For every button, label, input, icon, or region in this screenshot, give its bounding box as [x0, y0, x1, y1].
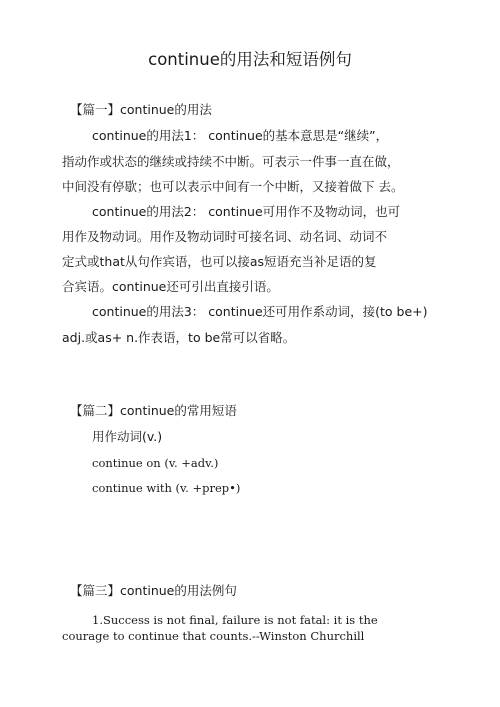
- section-3-heading: 【篇三】continue的用法例句: [70, 583, 237, 598]
- section-1-line-2: 指动作或状态的继续或持续不中断。可表示一件事一直在做，: [62, 154, 400, 169]
- page-title: continue的用法和短语例句: [148, 50, 352, 69]
- section-1-heading: 【篇一】continue的用法: [70, 102, 212, 117]
- section-1-line-9: adj.或as+ n.作表语，to be常可以省略。: [62, 330, 296, 345]
- section-1-line-3: 中间没有停歇；也可以表示中间有一个中断，又接着做下 去。: [62, 179, 404, 194]
- section-2-line-2: continue on (v. +adv.): [92, 456, 219, 470]
- section-1-line-7: 合宾语。continue还可引出直接引语。: [62, 279, 279, 294]
- section-3-line-2: courage to continue that counts.--Winston Churchill: [62, 629, 365, 643]
- section-1-line-8: continue的用法3： continue还可用作系动词，接(to be+): [92, 304, 428, 319]
- section-1-line-4: continue的用法2： continue可用作不及物动词，也可: [92, 204, 401, 219]
- section-1-line-5: 用作及物动词。用作及物动词时可接名词、动名词、动词不: [62, 229, 388, 244]
- section-2-heading: 【篇二】continue的常用短语: [70, 403, 237, 418]
- section-2-line-1: 用作动词(v.): [92, 429, 163, 444]
- section-3-line-1: 1.Success is not final, failure is not fatal: it is the: [92, 613, 378, 627]
- section-2-line-3: continue with (v. +prep•): [92, 481, 241, 495]
- section-1-line-1: continue的用法1： continue的基本意思是“继续”，: [92, 128, 389, 143]
- section-1-line-6: 定式或that从句作宾语，也可以接as短语充当补足语的复: [62, 254, 377, 269]
